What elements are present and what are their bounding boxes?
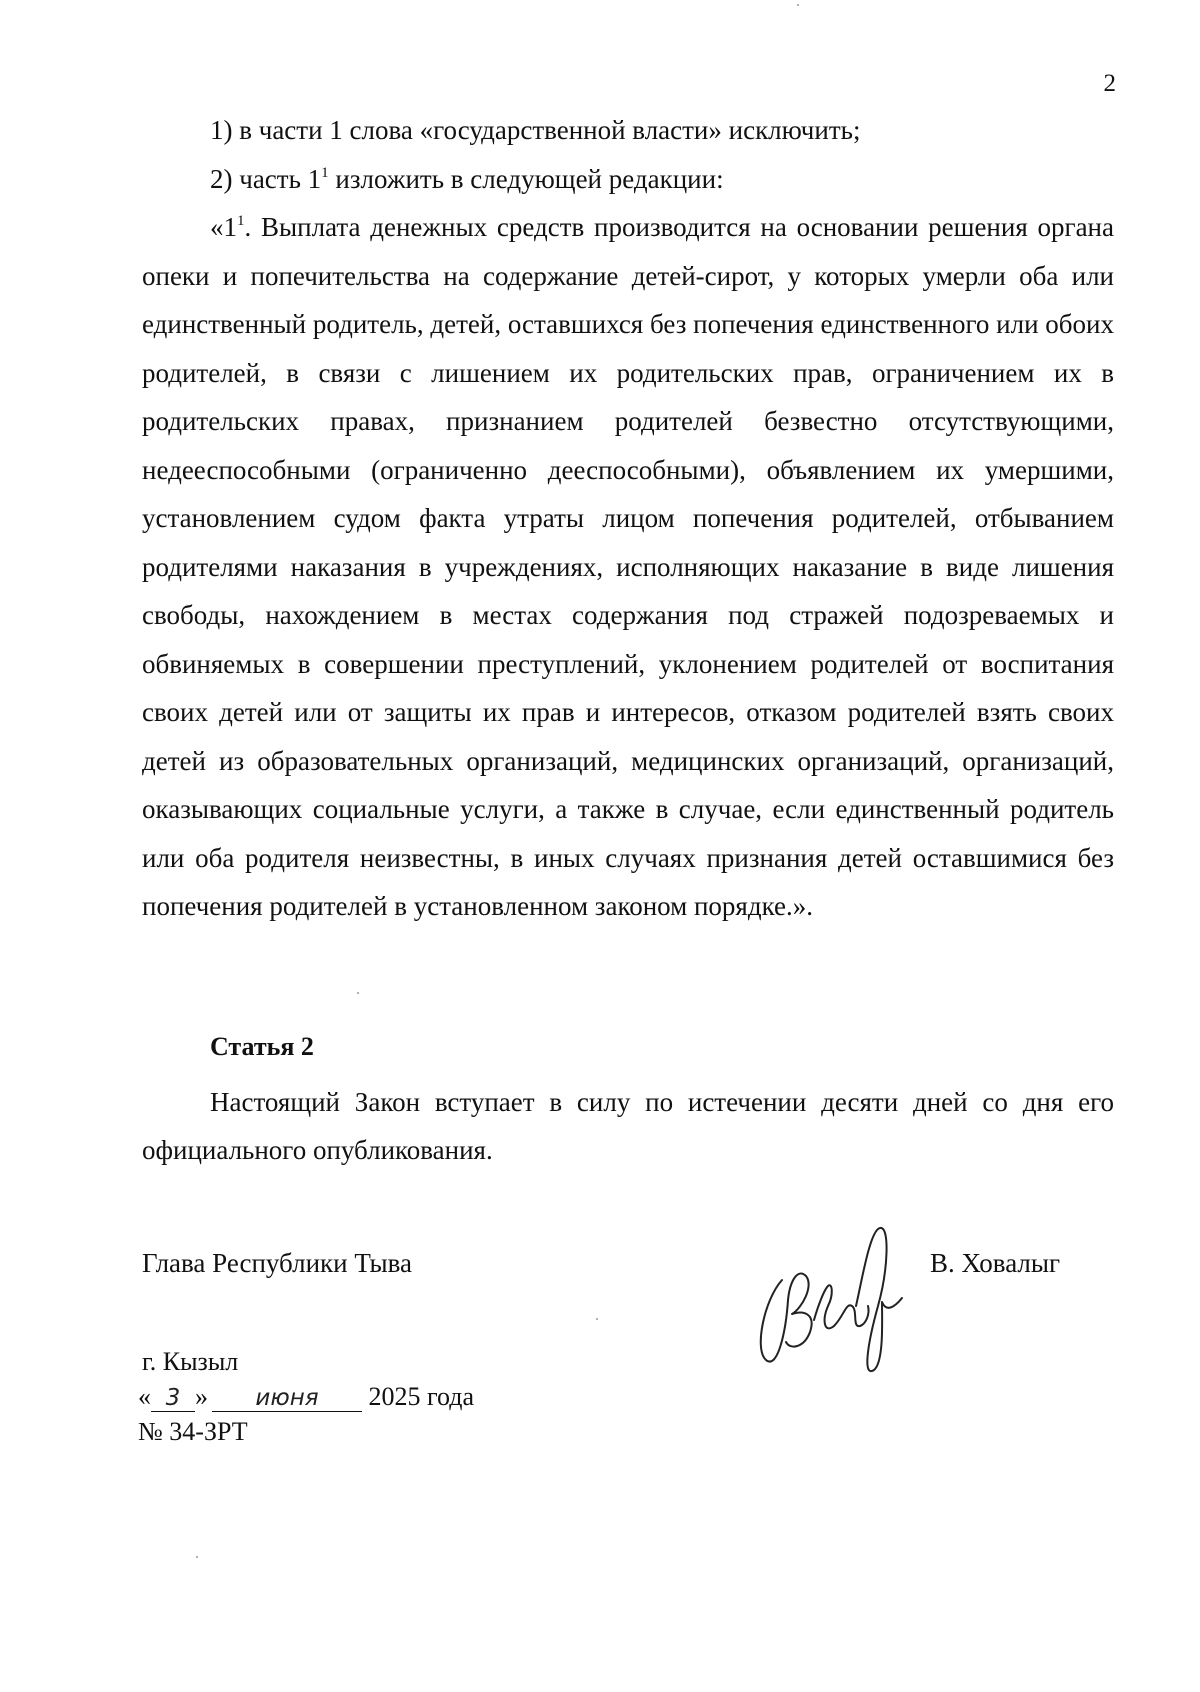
date-quote-close: »	[195, 1382, 208, 1411]
quote-body: . Выплата денежных средств производится на основании решения органа опеки и попечительства на содержание детей-сирот, у которых умерли оба или единственный родитель, детей, оставшихся без попечения единственного или обоих родителей, в связи с лишением их родительских прав, ограничением их в родительских правах, признанием родителей безвестно отсутствующими, недееспособными (ограниченно дееспособными), объявлением их умершими, установлением судом факта утраты лицом попечения родителей, отбыванием родителями наказания в учреждениях, исполняющих наказание в виде лишения свободы, нахождением в местах содержания под стражей подозреваемых и обвиняемых в совершении преступлений, уклонением родителей от воспитания своих детей или от защиты их прав и интересов, отказом родителей взять своих детей из образовательных организаций, медицинских организаций, организаций, оказывающих социальные услуги, а также в случае, если единственный родитель или оба родителя неизвестны, в иных случаях признания детей оставшимися без попечения родителей в установленном законом порядке.».	[142, 212, 1114, 921]
law-number: № 34-ЗРТ	[138, 1417, 248, 1446]
scan-speck	[357, 992, 359, 994]
article-2-body: Настоящий Закон вступает в силу по истечении десяти дней со дня его официального опубликования.	[142, 1087, 1114, 1165]
amendment-item-2	[142, 155, 1114, 204]
scan-speck	[596, 1318, 598, 1320]
amendment-item-1: 1) в части 1 слова «государственной власти» исключить;	[210, 115, 861, 145]
amendments-section	[142, 106, 1114, 931]
scan-speck	[196, 1556, 198, 1558]
amendment-item-2-prefix: 2) часть 1	[210, 163, 322, 194]
signing-place: г. Кызыл	[142, 1347, 239, 1376]
handwritten-signature	[752, 1210, 912, 1380]
date-quote-open: «	[138, 1382, 151, 1411]
amendment-item-2-superscript: 1	[321, 164, 329, 181]
signing-date	[138, 1382, 474, 1412]
amendment-quoted-text	[142, 203, 1114, 931]
date-day-handwritten: 3	[151, 1385, 195, 1412]
quote-superscript: 1	[237, 213, 245, 229]
article-2-heading: Статья 2	[210, 1032, 314, 1061]
signer-name: В. Ховалыг	[930, 1248, 1061, 1278]
amendment-item-2-suffix: изложить в следующей редакции:	[328, 163, 724, 194]
page-number: 2	[1103, 70, 1116, 97]
date-month-handwritten: июня	[212, 1385, 362, 1412]
signer-title: Глава Республики Тыва	[142, 1248, 413, 1278]
quote-opening: «1	[210, 212, 237, 242]
date-year: 2025 года	[362, 1382, 475, 1411]
scan-speck	[797, 4, 799, 6]
